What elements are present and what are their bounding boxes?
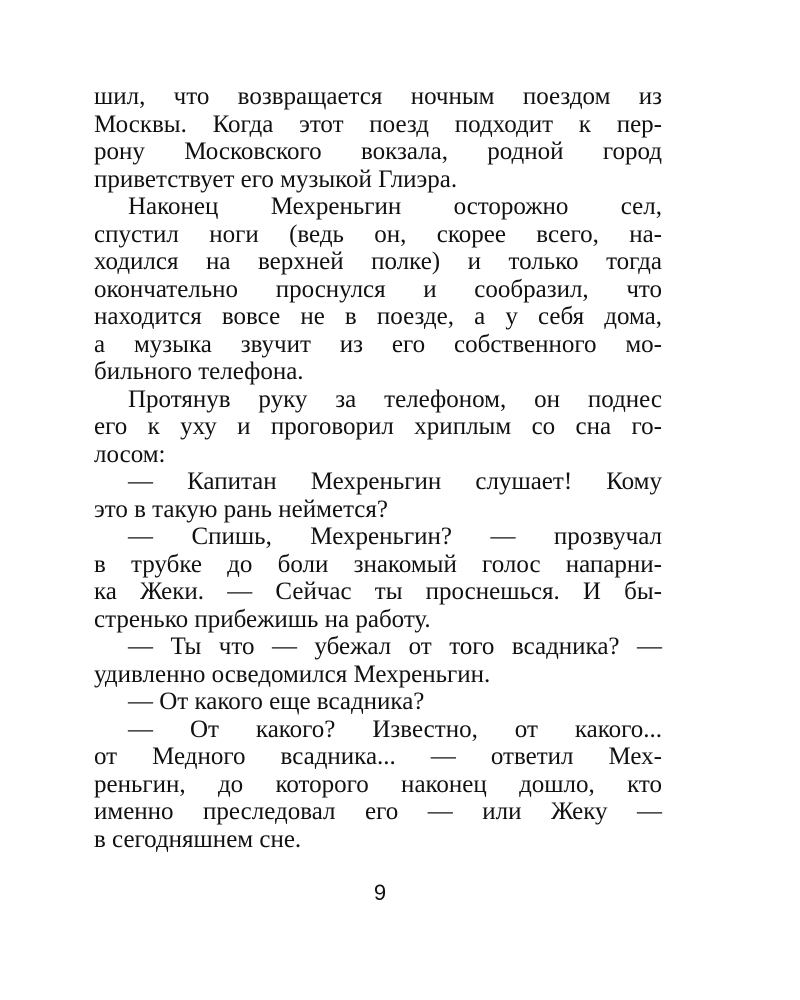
text-line: ка Жеки. — Сейчас ты проснешься. И бы- (94, 578, 662, 605)
text-line: стренько прибежишь на работу. (94, 605, 431, 633)
text-line: приветствует его музыкой Глиэра. (94, 165, 458, 193)
text-line: Протянув руку за телефоном, он поднес (128, 385, 662, 413)
text-line: это в такую рань неймется? (94, 495, 388, 523)
text-line: находится вовсе не в поезде, а у себя дома, (94, 303, 662, 330)
text-line: рону Московского вокзала, родной город (94, 138, 662, 165)
text-line: в трубке до боли знакомый голос напарни- (94, 550, 662, 578)
text-line: — Капитан Мехреньгин слушает! Кому (128, 468, 662, 495)
text-line: от Медного всадника... — ответил Мех- (94, 743, 662, 770)
page-number: 9 (373, 880, 387, 905)
text-line: спустил ноги (ведь он, скорее всего, на- (94, 220, 662, 248)
text-line: а музыка звучит из его собственного мо- (94, 330, 662, 358)
text-line: окончательно проснулся и сообразил, что (94, 275, 662, 303)
text-line: — Спишь, Мехреньгин? — прозвучал (128, 523, 662, 550)
text-line: лосом: (94, 440, 166, 468)
text-line: именно преследовал его — или Жеку — (94, 798, 662, 825)
text-line: — От какого еще всадника? (128, 688, 425, 715)
text-line: Москвы. Когда этот поезд подходит к пер- (94, 110, 662, 138)
text-line: Наконец Мехреньгин осторожно сел, (128, 193, 662, 220)
text-line: его к уху и проговорил хриплым со сна го- (94, 413, 662, 440)
text-line: — От какого? Известно, от какого... (128, 715, 662, 743)
text-line: реньгин, до которого наконец дошло, кто (94, 770, 662, 798)
text-line: бильного телефона. (94, 358, 304, 385)
text-line: — Ты что — убежал от того всадника? — (128, 633, 662, 660)
text-line: удивленно осведомился Мехреньгин. (94, 660, 491, 688)
text-line: в сегодняшнем сне. (94, 825, 302, 853)
body-text (94, 83, 662, 853)
text-line: ходился на верхней полке) и только тогда (94, 248, 662, 275)
text-line: шил, что возвращается ночным поездом из (94, 83, 662, 110)
